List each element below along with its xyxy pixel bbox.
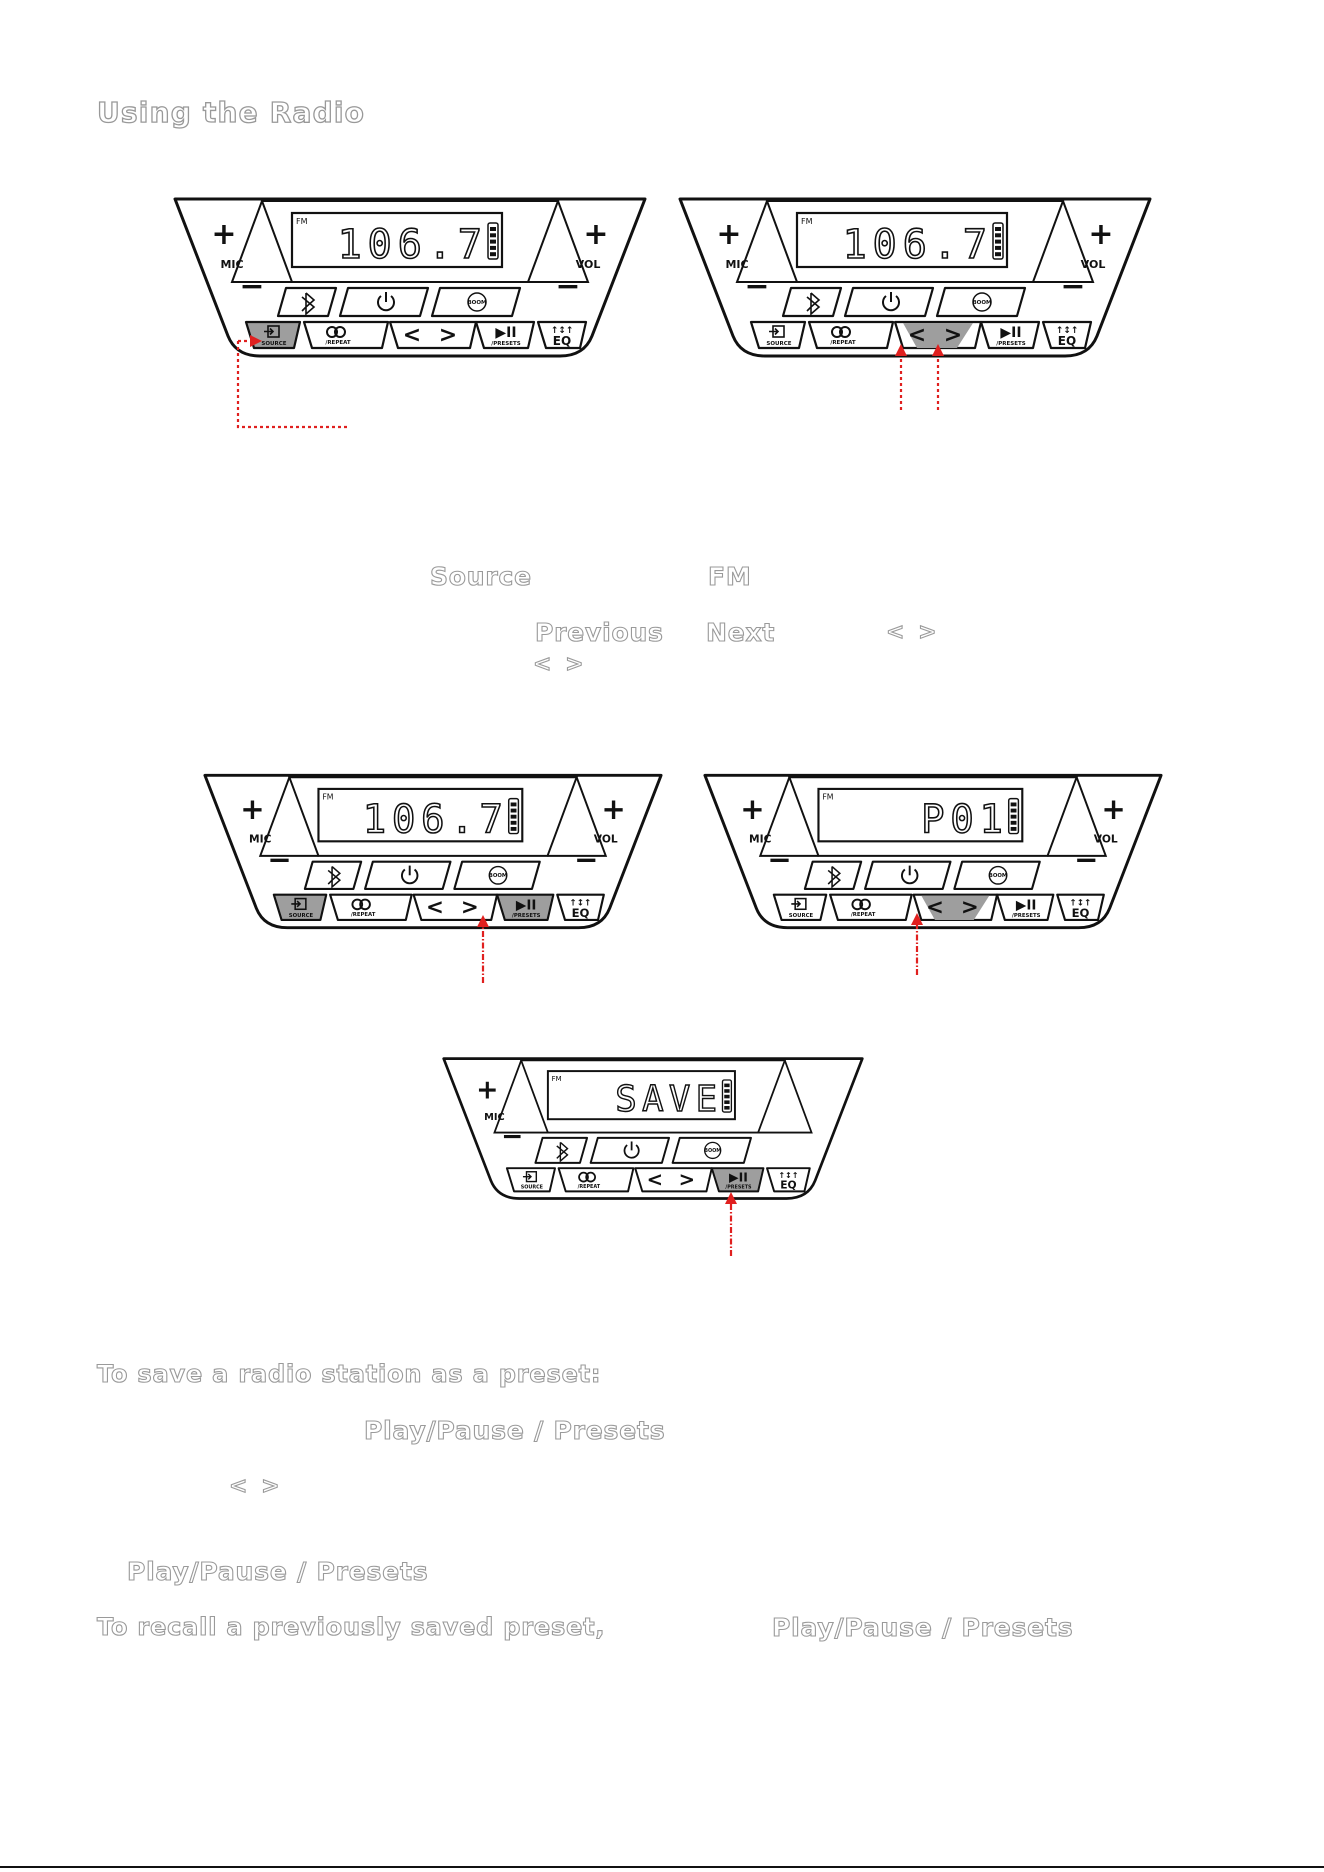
eq-label: EQ — [552, 334, 572, 348]
prev-arrow[interactable]: < — [907, 323, 927, 348]
mic-minus-button[interactable]: − — [501, 1121, 524, 1153]
eq-label: EQ — [571, 906, 590, 921]
arrow-pair-1: < > — [886, 620, 940, 645]
mic-plus-button[interactable]: + — [211, 217, 237, 252]
prev-arrow[interactable]: < — [646, 1168, 663, 1192]
play-pause-icon: ▶II — [1015, 897, 1037, 914]
next-keyword: Next — [706, 618, 776, 647]
prevnext-indicator-arrowhead — [911, 913, 923, 925]
source-indicator-arrowhead — [250, 335, 262, 347]
arrow-pair-3: < > — [229, 1474, 283, 1499]
svg-text:BOOM: BOOM — [988, 873, 1008, 880]
eq-icon: ↑↕↑ — [1055, 326, 1079, 336]
svg-text:/REPEAT: /REPEAT — [577, 1183, 601, 1190]
prev-arrow[interactable]: < — [402, 323, 422, 348]
mic-label: MIC — [249, 832, 272, 846]
play-pause-icon: ▶II — [1000, 325, 1022, 341]
vol-plus-button[interactable]: + — [1101, 792, 1126, 826]
mic-plus-button[interactable]: + — [240, 792, 265, 826]
vol-plus-button[interactable]: + — [583, 217, 609, 252]
arrow-pair-2: < > — [533, 652, 587, 677]
svg-text:/REPEAT: /REPEAT — [325, 340, 351, 346]
save-playpause-keyword: Play/Pause / Presets — [364, 1416, 666, 1445]
mic-label: MIC — [725, 258, 749, 271]
svg-text:/REPEAT: /REPEAT — [350, 912, 376, 919]
eq-label: EQ — [780, 1178, 797, 1192]
svg-text:BOOM: BOOM — [467, 300, 487, 306]
prev-arrow[interactable]: < — [425, 895, 444, 921]
svg-text:SOURCE: SOURCE — [766, 341, 792, 347]
save-playpause-keyword-2: Play/Pause / Presets — [127, 1557, 429, 1586]
mic-label: MIC — [220, 258, 244, 271]
svg-text:/PRESETS: /PRESETS — [1011, 913, 1041, 920]
eq-label: EQ — [1057, 334, 1077, 348]
svg-text:SOURCE: SOURCE — [288, 913, 314, 920]
vol-plus-button[interactable]: + — [601, 792, 626, 826]
vol-plus-button[interactable]: + — [1088, 217, 1114, 252]
source-indicator-line — [238, 341, 347, 427]
eq-icon: ↑↕↑ — [550, 326, 574, 336]
svg-text:/REPEAT: /REPEAT — [830, 340, 856, 346]
vol-label: VOL — [575, 258, 601, 271]
prev-indicator-arrowhead — [895, 344, 907, 356]
svg-text:/PRESETS: /PRESETS — [725, 1184, 752, 1191]
next-arrow[interactable]: > — [943, 323, 963, 348]
lcd-readout: 106.7 — [337, 222, 488, 268]
source-keyword: Source — [430, 562, 532, 591]
eq-icon: ↑↕↑ — [778, 1170, 799, 1180]
mic-plus-button[interactable]: + — [740, 792, 765, 826]
lcd-readout: P01 — [921, 797, 1009, 843]
fm-indicator: FM — [551, 1073, 562, 1083]
mic-plus-button[interactable]: + — [716, 217, 742, 252]
page-heading: Using the Radio — [97, 96, 366, 129]
mic-plus-button[interactable]: + — [476, 1074, 499, 1106]
play-pause-icon: ▶II — [515, 897, 537, 914]
recall-preset-heading: To recall a previously saved preset, — [97, 1613, 606, 1641]
svg-text:BOOM: BOOM — [704, 1148, 722, 1155]
footer-rule — [0, 1866, 1324, 1868]
mic-label: MIC — [749, 832, 772, 846]
lcd-readout: 106.7 — [362, 797, 509, 843]
svg-text:/PRESETS: /PRESETS — [491, 341, 521, 347]
mic-label: MIC — [484, 1112, 505, 1124]
previous-keyword: Previous — [535, 618, 664, 647]
vol-minus-button[interactable]: − — [574, 842, 599, 877]
svg-text:/PRESETS: /PRESETS — [511, 913, 541, 920]
svg-text:BOOM: BOOM — [972, 300, 992, 306]
next-arrow[interactable]: > — [960, 895, 979, 921]
svg-text:SOURCE: SOURCE — [788, 913, 814, 920]
play-pause-icon: ▶II — [495, 325, 517, 341]
fm-indicator: FM — [801, 217, 813, 226]
playpause-indicator-arrowhead-2 — [725, 1192, 737, 1204]
recall-playpause-keyword: Play/Pause / Presets — [772, 1613, 1074, 1642]
eq-label: EQ — [1071, 906, 1090, 921]
next-arrow[interactable]: > — [438, 323, 458, 348]
prev-arrow[interactable]: < — [925, 895, 944, 921]
svg-text:SOURCE: SOURCE — [261, 341, 287, 347]
svg-text:/PRESETS: /PRESETS — [996, 341, 1026, 347]
play-pause-icon: ▶II — [729, 1169, 748, 1185]
next-indicator-arrowhead — [932, 344, 944, 356]
fm-keyword: FM — [708, 562, 752, 591]
svg-text:SOURCE: SOURCE — [520, 1184, 543, 1191]
fm-indicator: FM — [296, 217, 308, 226]
lcd-readout: SAVE — [615, 1079, 723, 1121]
svg-text:BOOM: BOOM — [488, 873, 508, 880]
next-arrow[interactable]: > — [678, 1168, 696, 1192]
mic-minus-button[interactable]: − — [744, 269, 770, 304]
mic-minus-button[interactable]: − — [267, 842, 292, 877]
playpause-indicator-arrowhead-1 — [477, 915, 489, 927]
next-arrow[interactable]: > — [460, 895, 479, 921]
eq-icon: ↑↕↑ — [569, 898, 592, 909]
vol-minus-button[interactable]: − — [1074, 842, 1099, 877]
vol-label: VOL — [1080, 258, 1106, 271]
lcd-readout: 106.7 — [842, 222, 993, 268]
vol-label: VOL — [1093, 832, 1118, 846]
vol-minus-button[interactable]: − — [555, 269, 581, 304]
mic-minus-button[interactable]: − — [767, 842, 792, 877]
save-preset-heading: To save a radio station as a preset: — [97, 1360, 602, 1388]
mic-minus-button[interactable]: − — [239, 269, 265, 304]
eq-icon: ↑↕↑ — [1069, 898, 1092, 909]
vol-minus-button[interactable]: − — [1060, 269, 1086, 304]
fm-indicator: FM — [822, 792, 834, 802]
fm-indicator: FM — [322, 792, 334, 802]
vol-label: VOL — [593, 832, 618, 846]
svg-text:/REPEAT: /REPEAT — [850, 912, 876, 919]
